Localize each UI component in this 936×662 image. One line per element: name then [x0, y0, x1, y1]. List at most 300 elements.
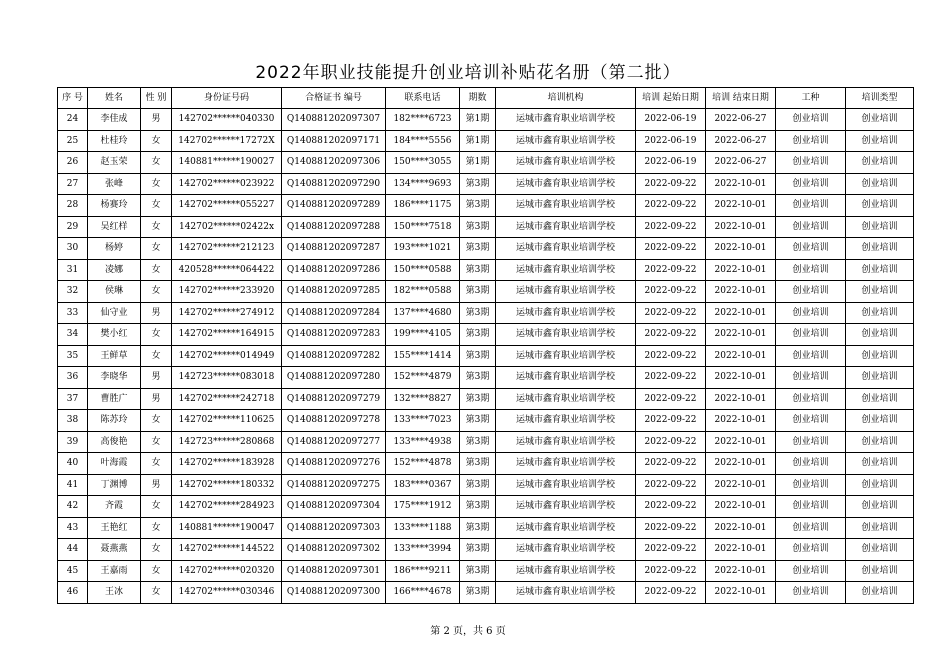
column-header-institution: 培训机构 [496, 88, 636, 109]
cell-phone: 186****1175 [386, 195, 460, 217]
cell-certificate-no: Q140881202097282 [282, 345, 386, 367]
cell-institution: 运城市鑫育职业培训学校 [496, 539, 636, 561]
cell-training-type: 创业培训 [846, 431, 914, 453]
column-header-certificate-no: 合格证书 编号 [282, 88, 386, 109]
cell-id-number: 142723******280868 [172, 431, 282, 453]
page-footer: 第 2 页，共 6 页 [430, 626, 506, 637]
cell-gender: 女 [141, 259, 172, 281]
cell-training-type: 创业培训 [846, 453, 914, 475]
cell-session: 第3期 [460, 259, 496, 281]
cell-trade: 创业培训 [776, 474, 846, 496]
cell-name: 陈苏玲 [88, 410, 141, 432]
cell-institution: 运城市鑫育职业培训学校 [496, 453, 636, 475]
cell-phone: 152****4879 [386, 367, 460, 389]
cell-phone: 150****0588 [386, 259, 460, 281]
cell-trade: 创业培训 [776, 560, 846, 582]
cell-seq: 31 [58, 259, 88, 281]
cell-start-date: 2022-09-22 [636, 517, 706, 539]
cell-name: 王艳红 [88, 517, 141, 539]
cell-seq: 36 [58, 367, 88, 389]
cell-trade: 创业培训 [776, 496, 846, 518]
cell-seq: 39 [58, 431, 88, 453]
cell-trade: 创业培训 [776, 345, 846, 367]
cell-session: 第3期 [460, 474, 496, 496]
cell-certificate-no: Q140881202097285 [282, 281, 386, 303]
cell-training-type: 创业培训 [846, 560, 914, 582]
column-header-trade: 工种 [776, 88, 846, 109]
cell-end-date: 2022-10-01 [706, 496, 776, 518]
table-row [58, 259, 914, 281]
cell-seq: 28 [58, 195, 88, 217]
cell-phone: 133****1188 [386, 517, 460, 539]
cell-start-date: 2022-09-22 [636, 216, 706, 238]
cell-gender: 女 [141, 410, 172, 432]
column-header-gender: 性 别 [141, 88, 172, 109]
cell-training-type: 创业培训 [846, 582, 914, 604]
cell-institution: 运城市鑫育职业培训学校 [496, 130, 636, 152]
table-row [58, 431, 914, 453]
cell-trade: 创业培训 [776, 238, 846, 260]
table-row [58, 496, 914, 518]
cell-id-number: 142702******180332 [172, 474, 282, 496]
cell-institution: 运城市鑫育职业培训学校 [496, 388, 636, 410]
page-title: 2022年职业技能提升创业培训补贴花名册（第二批） [255, 63, 681, 83]
cell-start-date: 2022-09-22 [636, 302, 706, 324]
cell-start-date: 2022-09-22 [636, 367, 706, 389]
roster-table [57, 87, 914, 604]
cell-end-date: 2022-10-01 [706, 302, 776, 324]
cell-trade: 创业培训 [776, 431, 846, 453]
cell-name: 王嘉雨 [88, 560, 141, 582]
cell-session: 第3期 [460, 517, 496, 539]
cell-certificate-no: Q140881202097304 [282, 496, 386, 518]
cell-institution: 运城市鑫育职业培训学校 [496, 410, 636, 432]
cell-start-date: 2022-09-22 [636, 582, 706, 604]
cell-gender: 男 [141, 367, 172, 389]
cell-start-date: 2022-09-22 [636, 453, 706, 475]
cell-trade: 创业培训 [776, 281, 846, 303]
cell-end-date: 2022-10-01 [706, 517, 776, 539]
cell-start-date: 2022-09-22 [636, 195, 706, 217]
cell-id-number: 142702******020320 [172, 560, 282, 582]
cell-trade: 创业培训 [776, 109, 846, 131]
cell-certificate-no: Q140881202097278 [282, 410, 386, 432]
cell-training-type: 创业培训 [846, 109, 914, 131]
cell-phone: 137****4680 [386, 302, 460, 324]
cell-end-date: 2022-10-01 [706, 410, 776, 432]
cell-seq: 46 [58, 582, 88, 604]
cell-institution: 运城市鑫育职业培训学校 [496, 238, 636, 260]
column-header-session: 期数 [460, 88, 496, 109]
cell-training-type: 创业培训 [846, 324, 914, 346]
cell-gender: 女 [141, 496, 172, 518]
cell-trade: 创业培训 [776, 130, 846, 152]
cell-end-date: 2022-10-01 [706, 216, 776, 238]
cell-end-date: 2022-10-01 [706, 238, 776, 260]
cell-certificate-no: Q140881202097276 [282, 453, 386, 475]
table-row [58, 367, 914, 389]
cell-id-number: 142702******164915 [172, 324, 282, 346]
cell-seq: 29 [58, 216, 88, 238]
cell-training-type: 创业培训 [846, 195, 914, 217]
cell-trade: 创业培训 [776, 388, 846, 410]
cell-name: 李佳成 [88, 109, 141, 131]
cell-session: 第3期 [460, 345, 496, 367]
cell-seq: 33 [58, 302, 88, 324]
cell-phone: 182****0588 [386, 281, 460, 303]
table-row [58, 324, 914, 346]
cell-name: 赵玉荣 [88, 152, 141, 174]
cell-certificate-no: Q140881202097275 [282, 474, 386, 496]
cell-institution: 运城市鑫育职业培训学校 [496, 345, 636, 367]
cell-id-number: 142702******242718 [172, 388, 282, 410]
cell-training-type: 创业培训 [846, 410, 914, 432]
cell-id-number: 142702******030346 [172, 582, 282, 604]
cell-institution: 运城市鑫育职业培训学校 [496, 259, 636, 281]
cell-seq: 27 [58, 173, 88, 195]
cell-certificate-no: Q140881202097171 [282, 130, 386, 152]
cell-end-date: 2022-06-27 [706, 109, 776, 131]
cell-id-number: 140881******190047 [172, 517, 282, 539]
cell-gender: 女 [141, 216, 172, 238]
cell-id-number: 142702******284923 [172, 496, 282, 518]
cell-gender: 女 [141, 195, 172, 217]
cell-phone: 133****4938 [386, 431, 460, 453]
cell-training-type: 创业培训 [846, 388, 914, 410]
cell-end-date: 2022-10-01 [706, 324, 776, 346]
cell-trade: 创业培训 [776, 195, 846, 217]
cell-training-type: 创业培训 [846, 302, 914, 324]
cell-id-number: 142702******233920 [172, 281, 282, 303]
cell-end-date: 2022-10-01 [706, 388, 776, 410]
cell-seq: 42 [58, 496, 88, 518]
cell-session: 第1期 [460, 109, 496, 131]
cell-seq: 43 [58, 517, 88, 539]
cell-name: 张峰 [88, 173, 141, 195]
cell-certificate-no: Q140881202097303 [282, 517, 386, 539]
cell-name: 王冰 [88, 582, 141, 604]
cell-session: 第1期 [460, 130, 496, 152]
cell-name: 叶海霞 [88, 453, 141, 475]
cell-end-date: 2022-10-01 [706, 173, 776, 195]
cell-institution: 运城市鑫育职业培训学校 [496, 367, 636, 389]
cell-id-number: 142702******17272X [172, 130, 282, 152]
cell-gender: 女 [141, 431, 172, 453]
cell-training-type: 创业培训 [846, 496, 914, 518]
cell-gender: 女 [141, 130, 172, 152]
cell-institution: 运城市鑫育职业培训学校 [496, 195, 636, 217]
cell-trade: 创业培训 [776, 173, 846, 195]
cell-training-type: 创业培训 [846, 281, 914, 303]
cell-start-date: 2022-09-22 [636, 410, 706, 432]
table-row [58, 453, 914, 475]
cell-session: 第3期 [460, 302, 496, 324]
cell-name: 侯琳 [88, 281, 141, 303]
cell-gender: 女 [141, 517, 172, 539]
cell-phone: 182****6723 [386, 109, 460, 131]
cell-end-date: 2022-06-27 [706, 152, 776, 174]
cell-session: 第1期 [460, 152, 496, 174]
table-row [58, 410, 914, 432]
cell-gender: 女 [141, 324, 172, 346]
cell-trade: 创业培训 [776, 410, 846, 432]
cell-institution: 运城市鑫育职业培训学校 [496, 474, 636, 496]
table-row [58, 281, 914, 303]
cell-name: 聂燕燕 [88, 539, 141, 561]
cell-phone: 166****4678 [386, 582, 460, 604]
table-row [58, 388, 914, 410]
cell-certificate-no: Q140881202097280 [282, 367, 386, 389]
table-row [58, 195, 914, 217]
cell-name: 曹胜广 [88, 388, 141, 410]
cell-phone: 193****1021 [386, 238, 460, 260]
cell-end-date: 2022-10-01 [706, 259, 776, 281]
cell-institution: 运城市鑫育职业培训学校 [496, 281, 636, 303]
cell-session: 第3期 [460, 216, 496, 238]
cell-certificate-no: Q140881202097307 [282, 109, 386, 131]
cell-trade: 创业培训 [776, 302, 846, 324]
cell-trade: 创业培训 [776, 582, 846, 604]
cell-id-number: 140881******190027 [172, 152, 282, 174]
cell-start-date: 2022-09-22 [636, 431, 706, 453]
cell-session: 第3期 [460, 238, 496, 260]
column-header-seq: 序 号 [58, 88, 88, 109]
cell-name: 樊小红 [88, 324, 141, 346]
cell-start-date: 2022-09-22 [636, 173, 706, 195]
cell-start-date: 2022-09-22 [636, 388, 706, 410]
table-row [58, 474, 914, 496]
cell-institution: 运城市鑫育职业培训学校 [496, 560, 636, 582]
table-row [58, 582, 914, 604]
cell-session: 第3期 [460, 281, 496, 303]
cell-seq: 40 [58, 453, 88, 475]
cell-id-number: 142702******144522 [172, 539, 282, 561]
table-row [58, 560, 914, 582]
cell-institution: 运城市鑫育职业培训学校 [496, 152, 636, 174]
cell-institution: 运城市鑫育职业培训学校 [496, 216, 636, 238]
cell-end-date: 2022-10-01 [706, 345, 776, 367]
cell-certificate-no: Q140881202097306 [282, 152, 386, 174]
cell-start-date: 2022-06-19 [636, 109, 706, 131]
table-row [58, 173, 914, 195]
cell-phone: 155****1414 [386, 345, 460, 367]
cell-session: 第3期 [460, 324, 496, 346]
cell-session: 第3期 [460, 388, 496, 410]
column-header-start-date: 培训 起始日期 [636, 88, 706, 109]
cell-gender: 女 [141, 281, 172, 303]
cell-phone: 199****4105 [386, 324, 460, 346]
cell-name: 杜桂玲 [88, 130, 141, 152]
cell-institution: 运城市鑫育职业培训学校 [496, 324, 636, 346]
cell-institution: 运城市鑫育职业培训学校 [496, 173, 636, 195]
cell-trade: 创业培训 [776, 152, 846, 174]
cell-start-date: 2022-09-22 [636, 496, 706, 518]
cell-gender: 男 [141, 302, 172, 324]
cell-name: 凌娜 [88, 259, 141, 281]
cell-end-date: 2022-10-01 [706, 195, 776, 217]
cell-session: 第3期 [460, 410, 496, 432]
table-row [58, 302, 914, 324]
cell-name: 仙守业 [88, 302, 141, 324]
cell-certificate-no: Q140881202097279 [282, 388, 386, 410]
cell-institution: 运城市鑫育职业培训学校 [496, 109, 636, 131]
cell-seq: 44 [58, 539, 88, 561]
cell-end-date: 2022-10-01 [706, 431, 776, 453]
cell-name: 李晓华 [88, 367, 141, 389]
cell-training-type: 创业培训 [846, 216, 914, 238]
cell-seq: 24 [58, 109, 88, 131]
cell-training-type: 创业培训 [846, 173, 914, 195]
table-row [58, 345, 914, 367]
cell-gender: 女 [141, 238, 172, 260]
cell-training-type: 创业培训 [846, 152, 914, 174]
cell-id-number: 142702******055227 [172, 195, 282, 217]
cell-end-date: 2022-10-01 [706, 582, 776, 604]
cell-start-date: 2022-09-22 [636, 259, 706, 281]
cell-start-date: 2022-09-22 [636, 345, 706, 367]
cell-session: 第3期 [460, 195, 496, 217]
cell-gender: 女 [141, 152, 172, 174]
cell-gender: 女 [141, 345, 172, 367]
cell-start-date: 2022-06-19 [636, 152, 706, 174]
cell-session: 第3期 [460, 453, 496, 475]
cell-start-date: 2022-06-19 [636, 130, 706, 152]
cell-gender: 女 [141, 582, 172, 604]
cell-gender: 女 [141, 173, 172, 195]
cell-start-date: 2022-09-22 [636, 324, 706, 346]
cell-training-type: 创业培训 [846, 130, 914, 152]
cell-end-date: 2022-06-27 [706, 130, 776, 152]
cell-name: 吴红样 [88, 216, 141, 238]
cell-end-date: 2022-10-01 [706, 560, 776, 582]
cell-institution: 运城市鑫育职业培训学校 [496, 431, 636, 453]
cell-phone: 150****7518 [386, 216, 460, 238]
cell-id-number: 142723******083018 [172, 367, 282, 389]
column-header-name: 姓名 [88, 88, 141, 109]
table-row [58, 238, 914, 260]
cell-start-date: 2022-09-22 [636, 474, 706, 496]
cell-gender: 女 [141, 539, 172, 561]
cell-training-type: 创业培训 [846, 517, 914, 539]
cell-session: 第3期 [460, 173, 496, 195]
column-header-id-number: 身份证号码 [172, 88, 282, 109]
cell-certificate-no: Q140881202097287 [282, 238, 386, 260]
cell-seq: 35 [58, 345, 88, 367]
table-row [58, 130, 914, 152]
cell-id-number: 142702******110625 [172, 410, 282, 432]
cell-training-type: 创业培训 [846, 238, 914, 260]
cell-end-date: 2022-10-01 [706, 539, 776, 561]
table-header-row [58, 88, 914, 109]
cell-session: 第3期 [460, 539, 496, 561]
cell-id-number: 142702******274912 [172, 302, 282, 324]
cell-name: 杨赛玲 [88, 195, 141, 217]
cell-phone: 133****7023 [386, 410, 460, 432]
cell-training-type: 创业培训 [846, 367, 914, 389]
table-row [58, 517, 914, 539]
cell-session: 第3期 [460, 582, 496, 604]
table-row [58, 152, 914, 174]
cell-id-number: 142702******212123 [172, 238, 282, 260]
cell-trade: 创业培训 [776, 453, 846, 475]
table-row [58, 539, 914, 561]
cell-seq: 26 [58, 152, 88, 174]
cell-gender: 女 [141, 560, 172, 582]
cell-trade: 创业培训 [776, 324, 846, 346]
cell-certificate-no: Q140881202097284 [282, 302, 386, 324]
cell-gender: 男 [141, 388, 172, 410]
cell-seq: 32 [58, 281, 88, 303]
cell-name: 王鲜草 [88, 345, 141, 367]
cell-seq: 45 [58, 560, 88, 582]
cell-gender: 男 [141, 474, 172, 496]
cell-training-type: 创业培训 [846, 345, 914, 367]
column-header-phone: 联系电话 [386, 88, 460, 109]
cell-training-type: 创业培训 [846, 474, 914, 496]
cell-session: 第3期 [460, 431, 496, 453]
cell-certificate-no: Q140881202097302 [282, 539, 386, 561]
cell-end-date: 2022-10-01 [706, 367, 776, 389]
cell-gender: 男 [141, 109, 172, 131]
cell-id-number: 142702******014949 [172, 345, 282, 367]
cell-trade: 创业培训 [776, 259, 846, 281]
cell-seq: 30 [58, 238, 88, 260]
cell-start-date: 2022-09-22 [636, 560, 706, 582]
cell-end-date: 2022-10-01 [706, 281, 776, 303]
cell-end-date: 2022-10-01 [706, 453, 776, 475]
cell-gender: 女 [141, 453, 172, 475]
cell-name: 高俊艳 [88, 431, 141, 453]
cell-seq: 25 [58, 130, 88, 152]
cell-trade: 创业培训 [776, 517, 846, 539]
cell-seq: 37 [58, 388, 88, 410]
cell-certificate-no: Q140881202097301 [282, 560, 386, 582]
cell-trade: 创业培训 [776, 216, 846, 238]
column-header-end-date: 培训 结束日期 [706, 88, 776, 109]
column-header-training-type: 培训类型 [846, 88, 914, 109]
cell-certificate-no: Q140881202097283 [282, 324, 386, 346]
cell-trade: 创业培训 [776, 367, 846, 389]
cell-start-date: 2022-09-22 [636, 238, 706, 260]
cell-name: 齐霞 [88, 496, 141, 518]
cell-trade: 创业培训 [776, 539, 846, 561]
cell-name: 杨婷 [88, 238, 141, 260]
cell-session: 第3期 [460, 496, 496, 518]
cell-phone: 134****9693 [386, 173, 460, 195]
cell-training-type: 创业培训 [846, 259, 914, 281]
cell-institution: 运城市鑫育职业培训学校 [496, 496, 636, 518]
cell-phone: 183****0367 [386, 474, 460, 496]
cell-certificate-no: Q140881202097286 [282, 259, 386, 281]
cell-id-number: 142702******183928 [172, 453, 282, 475]
cell-session: 第3期 [460, 560, 496, 582]
cell-certificate-no: Q140881202097277 [282, 431, 386, 453]
cell-start-date: 2022-09-22 [636, 281, 706, 303]
cell-start-date: 2022-09-22 [636, 539, 706, 561]
cell-id-number: 420528******064422 [172, 259, 282, 281]
cell-end-date: 2022-10-01 [706, 474, 776, 496]
cell-phone: 133****3994 [386, 539, 460, 561]
cell-phone: 175****1912 [386, 496, 460, 518]
cell-seq: 38 [58, 410, 88, 432]
cell-certificate-no: Q140881202097290 [282, 173, 386, 195]
cell-training-type: 创业培训 [846, 539, 914, 561]
cell-id-number: 142702******023922 [172, 173, 282, 195]
cell-phone: 152****4878 [386, 453, 460, 475]
cell-id-number: 142702******02422x [172, 216, 282, 238]
cell-certificate-no: Q140881202097289 [282, 195, 386, 217]
table-row [58, 216, 914, 238]
